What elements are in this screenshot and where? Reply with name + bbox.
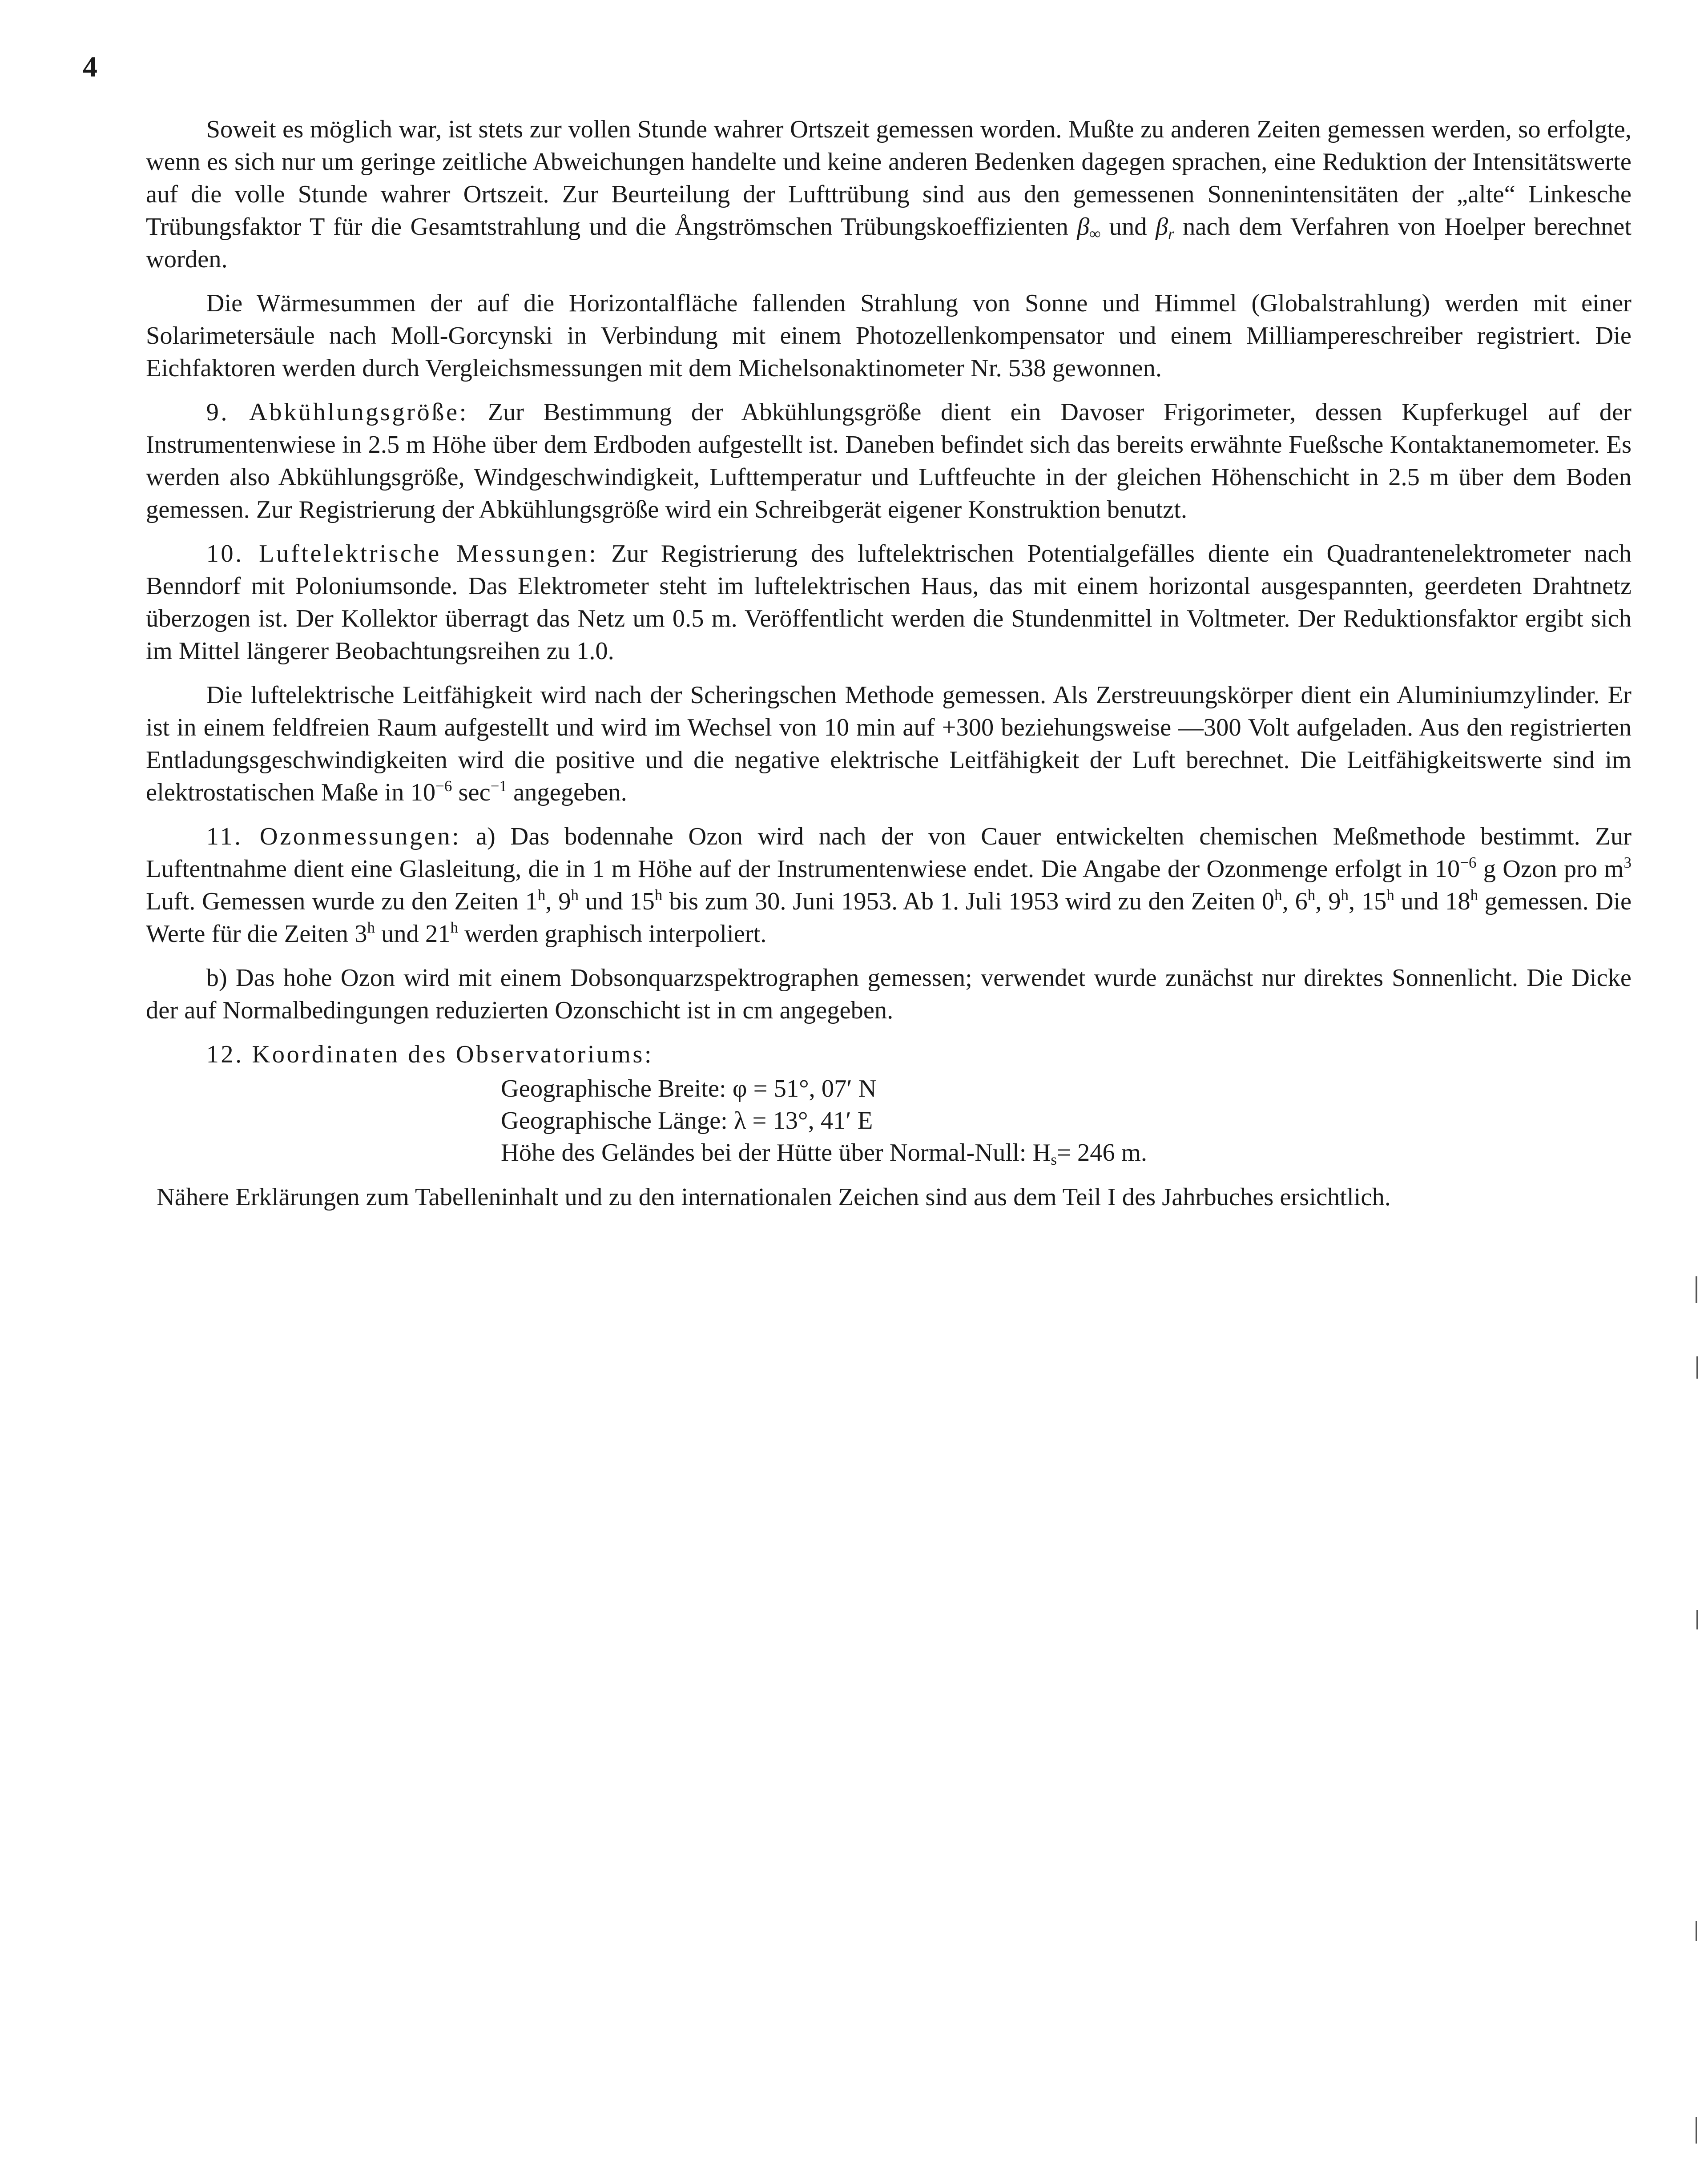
section-11-ozone: 11. Ozonmessungen: a) Das bodennahe Ozon wird nach der von Cauer entwickelten chemischen Meßmethode bestimmt. Zur Luftentnahme dient eine Glasleitung, die in 1 m Höhe auf der Instrumentenwiese endet. Die Angabe der Ozonmenge erfolgt in $10^{-6}$ g Ozon pro $m^3$ Luft. Gemessen wurde zu den Zeiten 1$^h$, 9$^h$ und 15$^h$ bis zum 30. Juni 1953. Ab 1. Juli 1953 wird zu den Zeiten 0$^h$, 6$^h$, 9$^h$, 15$^h$ und 18$^h$ gemessen. Die Werte für die Zeiten 3$^h$ und 21$^h$ werden graphisch interpoliert. bbox=[146, 823, 1632, 948]
paragraph-turbidity: Soweit es möglich war, ist stets zur vollen Stunde wahrer Ortszeit gemessen worden. Mußte zu anderen Zeiten gemessen werden, so erfolgte, wenn es sich nur um geringe zeitliche Abweichungen handelte und keine anderen Bedenken dagegen sprachen, eine Reduktion der Intensitätswerte auf die volle Stunde wahrer Ortszeit. Zur Beurteilung der Lufttrübung sind aus den gemessenen Sonnenintensitäten der „alte“ Linkesche Trübungsfaktor T für die Gesamtstrahlung und die Ångströmschen Trübungskoeffizienten $\beta_\infty$ und $\beta_r$ nach dem Verfahren von Hoelper berechnet worden. bbox=[146, 116, 1632, 273]
section-10-heading: 10. Luftelektrische Messungen: bbox=[206, 540, 598, 567]
section-9-heading: 9. Abkühlungsgröße: bbox=[206, 398, 468, 426]
section-12-coordinates bbox=[146, 1038, 1631, 1071]
scan-mark bbox=[1696, 1356, 1698, 1379]
section-9-cooling: 9. Abkühlungsgröße: Zur Bestimmung der Abkühlungsgröße dient ein Davoser Frigorimeter, dessen Kupferkugel auf der Instrumentenwiese in 2.5 m Höhe über dem Erdboden aufgestellt ist. Daneben befindet sich das bereits erwähnte Fueßsche Kontaktanemometer. Es werden also Abkühlungsgröße, Windgeschwindigkeit, Lufttemperatur und Luftfeuchte in der gleichen Höhenschicht in 2.5 m über dem Boden gemessen. Zur Registrierung der Abkühlungsgröße wird ein Schreibgerät eigener Konstruktion benutzt. bbox=[146, 398, 1632, 523]
section-10-atmospheric-electricity: 10. Luftelektrische Messungen: Zur Registrierung des luftelektrischen Potentialgefälles diente ein Quadrantenelektrometer nach Benndorf mit Poloniumsonde. Das Elektrometer steht im luftelektrischen Haus, das mit einem horizontal ausgespannten, geerdeten Drahtnetz überzogen ist. Der Kollektor überragt das Netz um 0.5 m. Veröffentlicht werden die Stundenmittel in Voltmeter. Der Reduktionsfaktor ergibt sich im Mittel längerer Beobachtungsreihen zu 1.0. bbox=[146, 540, 1631, 665]
paragraph-global-radiation: Die Wärmesummen der auf die Horizontalfläche fallenden Strahlung von Sonne und Himmel (Globalstrahlung) werden mit einer Solarimetersäule nach Moll-Gorcynski in Verbindung mit einem Photozellenkompensator und einem Milliampereschreiber registriert. Die Eichfaktoren werden durch Vergleichsmessungen mit dem Michelsonaktinometer Nr. 538 gewonnen. bbox=[146, 290, 1631, 382]
page-number: 4 bbox=[83, 51, 97, 83]
page-body bbox=[146, 113, 1631, 1225]
paragraph-high-ozone: b) Das hohe Ozon wird mit einem Dobsonquarzspektrographen gemessen; verwendet wurde zunächst nur direktes Sonnenlicht. Die Dicke der auf Normalbedingungen reduzierten Ozonschicht ist in cm angegeben. bbox=[146, 964, 1631, 1024]
coord-altitude: Höhe des Geländes bei der Hütte über Normal-Null: $H_s= 246$ m. bbox=[501, 1139, 1147, 1168]
closing-note: Nähere Erklärungen zum Tabelleninhalt und zu den internationalen Zeichen sind aus dem Teil I des Jahrbuches ersichtlich. bbox=[157, 1183, 1391, 1211]
coord-longitude: Geographische Länge: λ = 13°, 41′ E bbox=[501, 1107, 873, 1134]
scan-mark bbox=[1696, 1610, 1698, 1629]
paragraph-conductivity: Die luftelektrische Leitfähigkeit wird nach der Scheringschen Methode gemessen. Als Zerstreuungskörper dient ein Aluminiumzylinder. Er ist in einem feldfreien Raum aufgestellt und wird im Wechsel von 10 min auf +300 beziehungsweise —300 Volt aufgeladen. Aus den registrierten Entladungsgeschwindigkeiten wird die positive und die negative elektrische Leitfähigkeit der Luft berechnet. Die Leitfähigkeitswerte sind im elektrostatischen Maße in $10^{-6}$ $\sec^{-1}$ angegeben. bbox=[146, 681, 1631, 806]
coord-latitude: Geographische Breite: φ = 51°, 07′ N bbox=[501, 1075, 877, 1102]
scan-mark bbox=[1696, 2117, 1697, 2144]
scan-mark bbox=[1696, 1276, 1697, 1303]
scan-mark bbox=[1696, 1921, 1697, 1941]
section-11-heading: 11. Ozonmessungen: bbox=[206, 823, 461, 850]
section-12-heading: 12. Koordinaten des Observatoriums: bbox=[206, 1041, 654, 1068]
coordinates-block bbox=[146, 1073, 1631, 1169]
